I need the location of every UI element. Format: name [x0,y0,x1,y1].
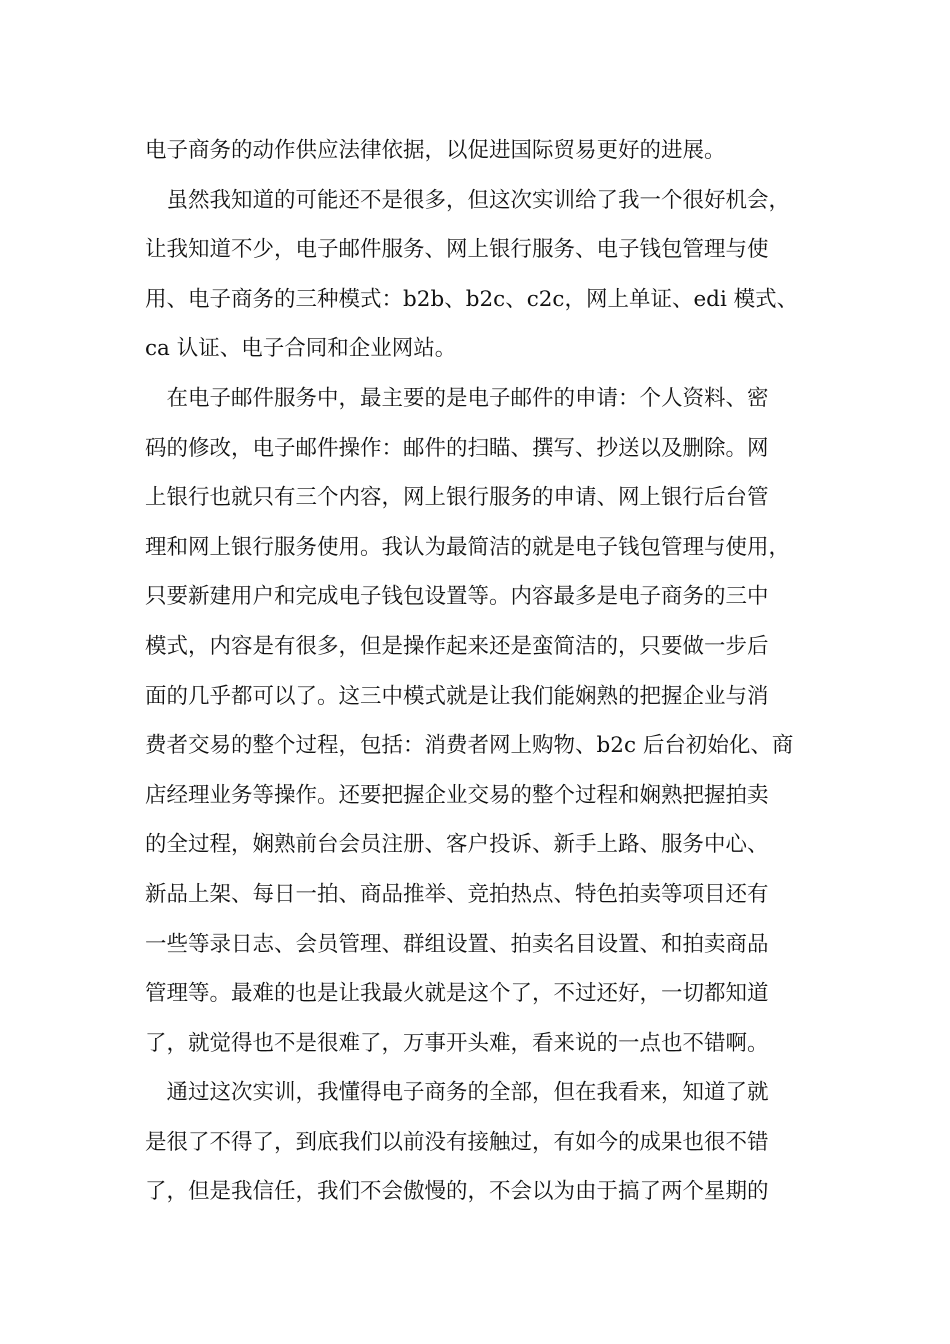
text-line: 是很了不得了，到底我们以前没有接触过，有如今的成果也很不错 [145,1129,769,1155]
text-line: 模式，内容是有很多，但是操作起来还是蛮简洁的，只要做一步后 [145,633,769,659]
text-line: 新品上架、每日一拍、商品推举、竞拍热点、特色拍卖等项目还有 [145,881,769,907]
text-line: 费者交易的整个过程，包括：消费者网上购物、b2c 后台初始化、商 [145,733,794,759]
text-line: 电子商务的动作供应法律依据，以促进国际贸易更好的进展。 [145,138,726,163]
text-line: 虽然我知道的可能还不是很多，但这次实训给了我一个很好机会， [145,187,791,213]
text-line: 上银行也就只有三个内容，网上银行服务的申请、网上银行后台管 [145,485,769,511]
text-line: 店经理业务等操作。还要把握企业交易的整个过程和娴熟把握拍卖 [145,782,769,808]
text-line: 的全过程，娴熟前台会员注册、客户投诉、新手上路、服务中心、 [145,832,769,858]
text-line: 用、电子商务的三种模式：b2b、b2c、c2c，网上单证、edi 模式、 [145,286,799,312]
document-body-text [145,126,825,1217]
text-line: ca 认证、电子合同和企业网站。 [145,336,457,362]
text-line: 通过这次实训，我懂得电子商务的全部，但在我看来，知道了就 [145,1080,769,1106]
text-line: 面的几乎都可以了。这三中模式就是让我们能娴熟的把握企业与消 [145,683,769,709]
text-line: 理和网上银行服务使用。我认为最简洁的就是电子钱包管理与使用， [145,534,791,560]
text-line: 只要新建用户和完成电子钱包设置等。内容最多是电子商务的三中 [145,584,769,610]
text-line: 了，就觉得也不是很难了，万事开头难，看来说的一点也不错啊。 [145,1030,769,1056]
text-line: 让我知道不少，电子邮件服务、网上银行服务、电子钱包管理与使 [145,237,769,263]
text-line: 码的修改，电子邮件操作：邮件的扫瞄、撰写、抄送以及删除。网 [145,435,769,461]
text-line: 一些等录日志、会员管理、群组设置、拍卖名目设置、和拍卖商品 [145,931,769,957]
text-line: 管理等。最难的也是让我最火就是这个了，不过还好，一切都知道 [145,981,769,1007]
text-line: 在电子邮件服务中，最主要的是电子邮件的申请：个人资料、密 [145,385,769,411]
text-line: 了，但是我信任，我们不会傲慢的，不会以为由于搞了两个星期的 [145,1179,769,1205]
